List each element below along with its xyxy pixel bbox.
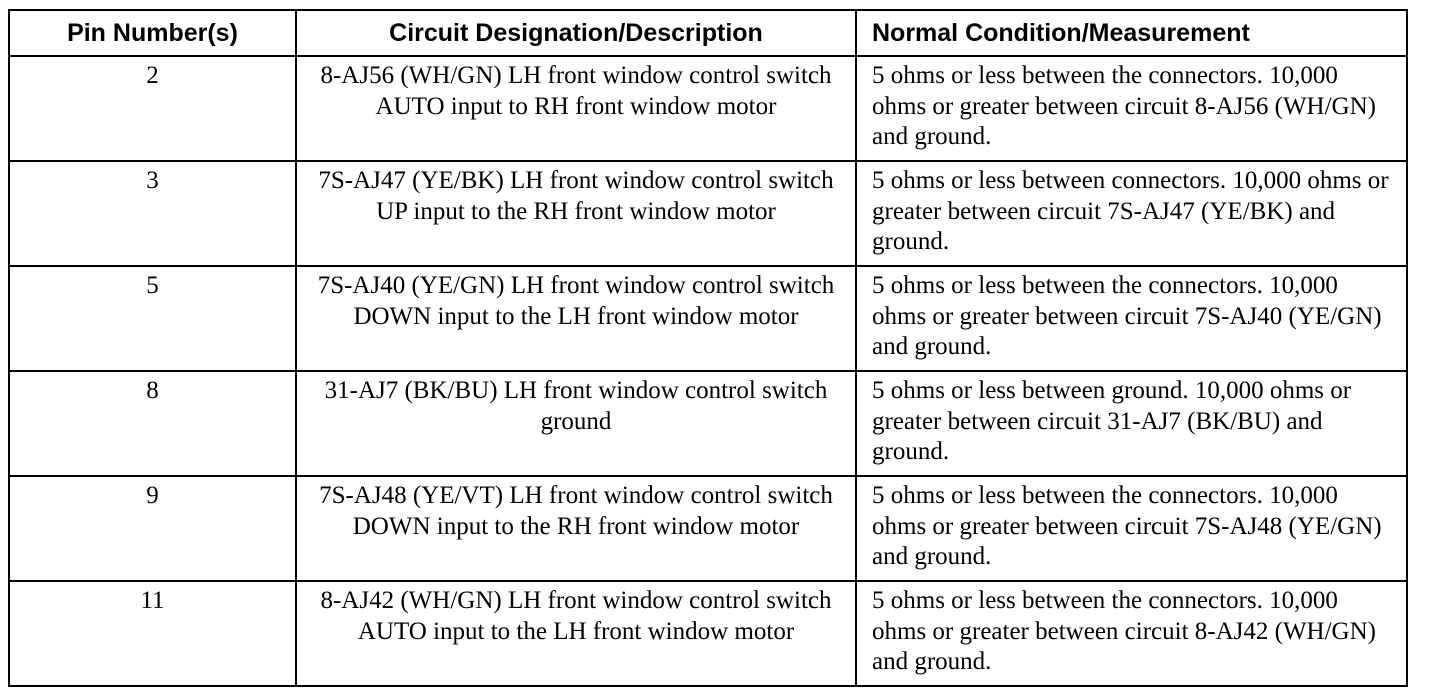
circuit-cell: 7S-AJ48 (YE/VT) LH front window control switch DOWN input to the RH front window motor (296, 476, 856, 581)
circuit-cell: 7S-AJ40 (YE/GN) LH front window control switch DOWN input to the LH front window motor (296, 266, 856, 371)
condition-cell: 5 ohms or less between the connectors. 10,000 ohms or greater between circuit 8-AJ42 (WH/GN) and ground. (856, 581, 1407, 686)
condition-cell: 5 ohms or less between connectors. 10,000 ohms or greater between circuit 7S-AJ47 (YE/BK) and ground. (856, 161, 1407, 266)
pin-cell: 9 (9, 476, 296, 581)
pin-cell: 5 (9, 266, 296, 371)
pin-cell: 8 (9, 371, 296, 476)
table-row (9, 371, 1407, 476)
table-row (9, 161, 1407, 266)
pin-cell: 11 (9, 581, 296, 686)
condition-cell: 5 ohms or less between the connectors. 10,000 ohms or greater between circuit 7S-AJ40 (YE/GN) and ground. (856, 266, 1407, 371)
table-header-row (9, 10, 1407, 56)
circuit-cell: 7S-AJ47 (YE/BK) LH front window control switch UP input to the RH front window motor (296, 161, 856, 266)
header-normal-condition: Normal Condition/Measurement (856, 10, 1407, 56)
circuit-cell: 8-AJ42 (WH/GN) LH front window control switch AUTO input to the LH front window motor (296, 581, 856, 686)
condition-cell: 5 ohms or less between the connectors. 10,000 ohms or greater between circuit 8-AJ56 (WH/GN) and ground. (856, 56, 1407, 161)
circuit-cell: 31-AJ7 (BK/BU) LH front window control switch ground (296, 371, 856, 476)
circuit-cell: 8-AJ56 (WH/GN) LH front window control switch AUTO input to RH front window motor (296, 56, 856, 161)
table-row (9, 266, 1407, 371)
pin-cell: 3 (9, 161, 296, 266)
table-row (9, 56, 1407, 161)
condition-cell: 5 ohms or less between ground. 10,000 ohms or greater between circuit 31-AJ7 (BK/BU) and ground. (856, 371, 1407, 476)
table-row (9, 581, 1407, 686)
pin-cell: 2 (9, 56, 296, 161)
header-pin-number: Pin Number(s) (9, 10, 296, 56)
header-circuit-designation: Circuit Designation/Description (296, 10, 856, 56)
condition-cell: 5 ohms or less between the connectors. 10,000 ohms or greater between circuit 7S-AJ48 (YE/GN) and ground. (856, 476, 1407, 581)
pin-table (8, 9, 1408, 687)
table-row (9, 476, 1407, 581)
